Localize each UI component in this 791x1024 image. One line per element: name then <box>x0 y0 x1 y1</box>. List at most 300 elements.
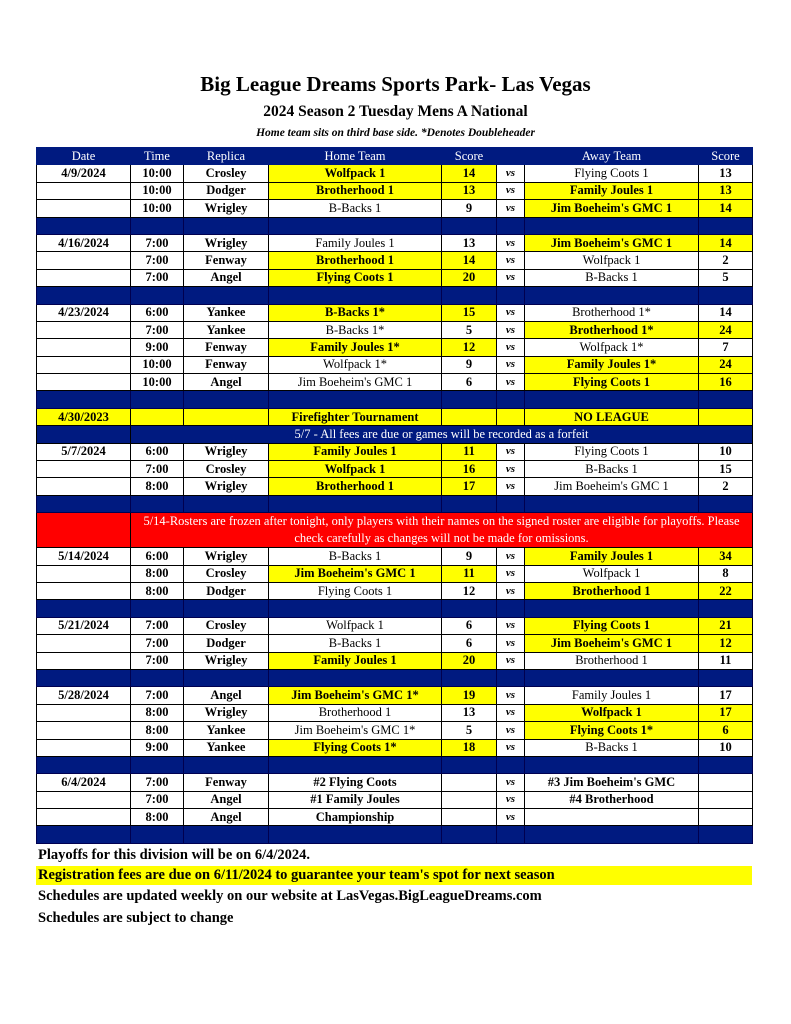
date-cell <box>37 461 131 478</box>
vs-cell: vs <box>497 617 525 634</box>
game-row <box>37 687 753 704</box>
away-score-cell: 7 <box>699 339 753 356</box>
vs-cell: vs <box>497 722 525 739</box>
game-row <box>37 652 753 669</box>
away-team-cell: Jim Boeheim's GMC 1 <box>525 200 699 217</box>
website-note: Schedules are updated weekly on our website at LasVegas.BigLeagueDreams.com <box>38 888 542 904</box>
home-team-cell: B-Backs 1 <box>269 635 442 652</box>
field-cell: Yankee <box>184 722 269 739</box>
time-cell: 7:00 <box>131 617 184 634</box>
date-cell <box>37 652 131 669</box>
away-team-cell: Flying Coots 1 <box>525 443 699 460</box>
away-team-cell: Wolfpack 1 <box>525 252 699 269</box>
separator-cell <box>269 669 442 686</box>
home-score-cell: 13 <box>442 704 497 721</box>
separator-cell <box>184 495 269 512</box>
date-cell <box>37 269 131 286</box>
home-score-cell <box>442 774 497 791</box>
away-team-cell: Family Joules 1 <box>525 182 699 199</box>
home-team-cell: B-Backs 1* <box>269 304 442 321</box>
separator-cell <box>442 826 497 843</box>
away-team-cell: Family Joules 1 <box>525 687 699 704</box>
vs-cell: vs <box>497 182 525 199</box>
vs-cell: vs <box>497 739 525 756</box>
home-score-cell <box>442 809 497 826</box>
separator-cell <box>497 287 525 304</box>
separator-cell <box>525 495 699 512</box>
separator-cell <box>699 287 753 304</box>
change-note: Schedules are subject to change <box>38 910 234 926</box>
separator-cell <box>269 826 442 843</box>
home-score-cell: 13 <box>442 234 497 251</box>
home-team-cell: Jim Boeheim's GMC 1* <box>269 687 442 704</box>
separator-row <box>37 391 753 408</box>
time-cell: 7:00 <box>131 234 184 251</box>
away-score-cell: 10 <box>699 443 753 460</box>
field-cell: Wrigley <box>184 704 269 721</box>
field-cell: Crosley <box>184 565 269 582</box>
separator-row <box>37 495 753 512</box>
playoffs-note: Playoffs for this division will be on 6/4/2024. <box>38 847 311 863</box>
vs-cell: vs <box>497 200 525 217</box>
separator-cell <box>184 287 269 304</box>
date-cell <box>37 182 131 199</box>
separator-cell <box>525 600 699 617</box>
separator-cell <box>699 217 753 234</box>
separator-cell <box>131 391 184 408</box>
game-row <box>37 565 753 582</box>
home-team-cell: Flying Coots 1* <box>269 739 442 756</box>
away-score-cell: 13 <box>699 182 753 199</box>
home-team-cell: Family Joules 1* <box>269 339 442 356</box>
away-team-cell: Jim Boeheim's GMC 1 <box>525 234 699 251</box>
game-row <box>37 304 753 321</box>
game-row <box>37 374 753 391</box>
registration-note: Registration fees are due on 6/11/2024 to guarantee your team's spot for next season <box>38 867 555 883</box>
home-score-cell: 6 <box>442 374 497 391</box>
home-team-cell: Championship <box>269 809 442 826</box>
away-score-cell <box>699 791 753 808</box>
time-cell: 10:00 <box>131 374 184 391</box>
date-cell <box>37 200 131 217</box>
home-score-cell: 11 <box>442 565 497 582</box>
field-cell: Angel <box>184 374 269 391</box>
home-team-cell: Brotherhood 1 <box>269 252 442 269</box>
separator-cell <box>131 756 184 773</box>
home-score-cell: 20 <box>442 269 497 286</box>
separator-cell <box>37 756 131 773</box>
separator-cell <box>699 756 753 773</box>
away-score-cell: 22 <box>699 582 753 599</box>
vs-cell: vs <box>497 374 525 391</box>
separator-row <box>37 600 753 617</box>
separator-cell <box>442 391 497 408</box>
vs-cell: vs <box>497 304 525 321</box>
home-team-cell: Wolfpack 1 <box>269 461 442 478</box>
game-row <box>37 809 753 826</box>
date-cell <box>37 791 131 808</box>
separator-cell <box>497 600 525 617</box>
separator-row <box>37 287 753 304</box>
away-team-cell: Jim Boeheim's GMC 1 <box>525 635 699 652</box>
away-team-cell: #3 Jim Boeheim's GMC <box>525 774 699 791</box>
time-cell: 8:00 <box>131 582 184 599</box>
game-row <box>37 739 753 756</box>
away-score-cell: 21 <box>699 617 753 634</box>
home-team-cell: Flying Coots 1 <box>269 269 442 286</box>
separator-cell <box>131 217 184 234</box>
separator-cell <box>37 826 131 843</box>
separator-cell <box>37 600 131 617</box>
separator-cell <box>525 669 699 686</box>
home-score-cell: 16 <box>442 461 497 478</box>
separator-cell <box>442 495 497 512</box>
date-cell <box>37 374 131 391</box>
separator-cell <box>269 391 442 408</box>
date-cell: 4/9/2024 <box>37 165 131 182</box>
away-score-cell: 10 <box>699 739 753 756</box>
game-row <box>37 478 753 495</box>
separator-cell <box>442 600 497 617</box>
away-score-cell <box>699 408 753 425</box>
field-cell: Crosley <box>184 617 269 634</box>
separator-cell <box>269 756 442 773</box>
game-row <box>37 339 753 356</box>
separator-cell <box>131 495 184 512</box>
time-cell: 7:00 <box>131 252 184 269</box>
game-row <box>37 252 753 269</box>
separator-cell <box>497 826 525 843</box>
time-cell: 10:00 <box>131 165 184 182</box>
roster-alert-row <box>37 513 753 548</box>
time-cell: 9:00 <box>131 339 184 356</box>
away-score-cell: 13 <box>699 165 753 182</box>
field-cell: Angel <box>184 687 269 704</box>
separator-cell <box>37 669 131 686</box>
separator-cell <box>442 287 497 304</box>
home-team-cell: #1 Family Joules <box>269 791 442 808</box>
vs-cell: vs <box>497 443 525 460</box>
field-cell: Fenway <box>184 252 269 269</box>
home-score-cell: 19 <box>442 687 497 704</box>
field-cell: Yankee <box>184 739 269 756</box>
separator-cell <box>442 217 497 234</box>
vs-cell: vs <box>497 548 525 565</box>
separator-cell <box>497 756 525 773</box>
header-home-team: Home Team <box>269 148 442 165</box>
notice-text: 5/14-Rosters are frozen after tonight, only players with their names on the signed roster are eligible for playoffs. Please check carefully as changes will not be made for omissions. <box>131 513 753 548</box>
field-cell: Angel <box>184 269 269 286</box>
schedule-table <box>36 147 753 844</box>
away-team-cell: Flying Coots 1 <box>525 165 699 182</box>
home-team-cell: Wolfpack 1* <box>269 356 442 373</box>
separator-cell <box>525 826 699 843</box>
game-row <box>37 582 753 599</box>
away-team-cell: Jim Boeheim's GMC 1 <box>525 478 699 495</box>
time-cell: 10:00 <box>131 356 184 373</box>
separator-cell <box>699 391 753 408</box>
away-score-cell: 17 <box>699 704 753 721</box>
away-score-cell: 15 <box>699 461 753 478</box>
time-cell <box>131 408 184 425</box>
separator-cell <box>699 600 753 617</box>
away-team-cell: B-Backs 1 <box>525 269 699 286</box>
away-score-cell: 24 <box>699 321 753 338</box>
date-cell: 6/4/2024 <box>37 774 131 791</box>
separator-cell <box>131 669 184 686</box>
time-cell: 8:00 <box>131 478 184 495</box>
date-cell <box>37 722 131 739</box>
game-row <box>37 269 753 286</box>
vs-cell: vs <box>497 809 525 826</box>
separator-cell <box>131 826 184 843</box>
fees-notice-row <box>37 426 753 443</box>
separator-cell <box>442 756 497 773</box>
game-row <box>37 461 753 478</box>
separator-cell <box>497 217 525 234</box>
home-score-cell: 6 <box>442 635 497 652</box>
notice-spacer <box>37 426 131 443</box>
separator-row <box>37 217 753 234</box>
separator-cell <box>497 391 525 408</box>
time-cell: 8:00 <box>131 565 184 582</box>
home-score-cell: 12 <box>442 339 497 356</box>
field-cell: Angel <box>184 809 269 826</box>
away-score-cell: 24 <box>699 356 753 373</box>
home-score-cell: 6 <box>442 617 497 634</box>
time-cell: 7:00 <box>131 774 184 791</box>
header-vs <box>497 148 525 165</box>
separator-cell <box>37 391 131 408</box>
date-cell <box>37 809 131 826</box>
header-row <box>37 148 753 165</box>
separator-cell <box>442 669 497 686</box>
time-cell: 7:00 <box>131 687 184 704</box>
field-cell: Wrigley <box>184 234 269 251</box>
vs-cell: vs <box>497 252 525 269</box>
vs-cell: vs <box>497 582 525 599</box>
vs-cell: vs <box>497 791 525 808</box>
time-cell: 7:00 <box>131 635 184 652</box>
date-cell <box>37 478 131 495</box>
away-team-cell: Brotherhood 1 <box>525 652 699 669</box>
away-team-cell: B-Backs 1 <box>525 461 699 478</box>
away-team-cell: Brotherhood 1* <box>525 321 699 338</box>
away-score-cell: 17 <box>699 687 753 704</box>
time-cell: 7:00 <box>131 321 184 338</box>
separator-cell <box>184 826 269 843</box>
home-score-cell: 15 <box>442 304 497 321</box>
notice-text: 5/7 - All fees are due or games will be recorded as a forfeit <box>131 426 753 443</box>
home-team-cell: Flying Coots 1 <box>269 582 442 599</box>
away-score-cell: 34 <box>699 548 753 565</box>
separator-cell <box>525 756 699 773</box>
date-cell <box>37 321 131 338</box>
time-cell: 10:00 <box>131 200 184 217</box>
separator-cell <box>699 495 753 512</box>
home-team-cell: Jim Boeheim's GMC 1* <box>269 722 442 739</box>
vs-cell: vs <box>497 635 525 652</box>
away-score-cell <box>699 774 753 791</box>
away-score-cell: 6 <box>699 722 753 739</box>
date-cell: 4/30/2023 <box>37 408 131 425</box>
home-team-cell: Family Joules 1 <box>269 652 442 669</box>
separator-cell <box>699 826 753 843</box>
separator-cell <box>699 669 753 686</box>
field-cell: Angel <box>184 791 269 808</box>
game-row <box>37 791 753 808</box>
home-score-cell: 14 <box>442 165 497 182</box>
home-score-cell: 9 <box>442 356 497 373</box>
away-team-cell: B-Backs 1 <box>525 739 699 756</box>
field-cell: Dodger <box>184 582 269 599</box>
game-row <box>37 321 753 338</box>
away-team-cell: Flying Coots 1 <box>525 617 699 634</box>
away-team-cell <box>525 809 699 826</box>
away-score-cell: 2 <box>699 252 753 269</box>
game-row <box>37 635 753 652</box>
home-score-cell: 18 <box>442 739 497 756</box>
date-cell <box>37 565 131 582</box>
home-score-cell: 12 <box>442 582 497 599</box>
header-away-score: Score <box>699 148 753 165</box>
game-row <box>37 200 753 217</box>
home-score-cell <box>442 408 497 425</box>
vs-cell: vs <box>497 652 525 669</box>
home-team-cell: B-Backs 1 <box>269 200 442 217</box>
away-team-cell: NO LEAGUE <box>525 408 699 425</box>
time-cell: 8:00 <box>131 809 184 826</box>
date-cell <box>37 339 131 356</box>
home-team-cell: Family Joules 1 <box>269 443 442 460</box>
away-team-cell: #4 Brotherhood <box>525 791 699 808</box>
time-cell: 7:00 <box>131 791 184 808</box>
away-score-cell: 14 <box>699 234 753 251</box>
date-cell: 5/7/2024 <box>37 443 131 460</box>
separator-cell <box>184 391 269 408</box>
separator-cell <box>269 217 442 234</box>
home-team-cell: Jim Boeheim's GMC 1 <box>269 374 442 391</box>
home-team-cell: Family Joules 1 <box>269 234 442 251</box>
date-cell <box>37 356 131 373</box>
away-team-cell: Brotherhood 1 <box>525 582 699 599</box>
game-row <box>37 234 753 251</box>
field-cell: Fenway <box>184 339 269 356</box>
header-time: Time <box>131 148 184 165</box>
home-score-cell: 9 <box>442 548 497 565</box>
field-cell: Dodger <box>184 182 269 199</box>
away-team-cell: Flying Coots 1 <box>525 374 699 391</box>
home-team-cell: Firefighter Tournament <box>269 408 442 425</box>
date-cell: 4/16/2024 <box>37 234 131 251</box>
separator-cell <box>37 217 131 234</box>
game-row <box>37 704 753 721</box>
separator-cell <box>525 287 699 304</box>
game-row <box>37 548 753 565</box>
away-team-cell: Wolfpack 1* <box>525 339 699 356</box>
time-cell: 6:00 <box>131 548 184 565</box>
home-score-cell: 11 <box>442 443 497 460</box>
home-score-cell: 17 <box>442 478 497 495</box>
game-row <box>37 617 753 634</box>
field-cell: Yankee <box>184 321 269 338</box>
vs-cell: vs <box>497 461 525 478</box>
time-cell: 7:00 <box>131 652 184 669</box>
page-title: Big League Dreams Sports Park- Las Vegas <box>200 72 591 96</box>
game-row <box>37 774 753 791</box>
home-score-cell: 5 <box>442 722 497 739</box>
header-away-team: Away Team <box>525 148 699 165</box>
home-team-cell: Brotherhood 1 <box>269 704 442 721</box>
away-score-cell: 14 <box>699 304 753 321</box>
field-cell: Wrigley <box>184 478 269 495</box>
home-score-cell: 13 <box>442 182 497 199</box>
date-cell <box>37 582 131 599</box>
home-team-cell: Brotherhood 1 <box>269 478 442 495</box>
date-cell: 5/21/2024 <box>37 617 131 634</box>
time-cell: 7:00 <box>131 269 184 286</box>
separator-cell <box>497 669 525 686</box>
away-team-cell: Family Joules 1* <box>525 356 699 373</box>
header-home-score: Score <box>442 148 497 165</box>
field-cell: Wrigley <box>184 443 269 460</box>
field-cell: Dodger <box>184 635 269 652</box>
field-cell: Yankee <box>184 304 269 321</box>
field-cell: Wrigley <box>184 652 269 669</box>
field-cell: Fenway <box>184 356 269 373</box>
separator-row <box>37 669 753 686</box>
page-subtitle: 2024 Season 2 Tuesday Mens A National <box>263 103 528 120</box>
home-team-cell: Brotherhood 1 <box>269 182 442 199</box>
away-score-cell: 14 <box>699 200 753 217</box>
home-score-cell <box>442 791 497 808</box>
home-team-cell: B-Backs 1* <box>269 321 442 338</box>
time-cell: 10:00 <box>131 182 184 199</box>
vs-cell: vs <box>497 704 525 721</box>
vs-cell: vs <box>497 478 525 495</box>
home-score-cell: 20 <box>442 652 497 669</box>
notice-spacer <box>37 513 131 548</box>
game-row <box>37 722 753 739</box>
home-score-cell: 5 <box>442 321 497 338</box>
field-cell: Wrigley <box>184 548 269 565</box>
separator-row <box>37 826 753 843</box>
home-team-cell: B-Backs 1 <box>269 548 442 565</box>
away-team-cell: Family Joules 1 <box>525 548 699 565</box>
time-cell: 6:00 <box>131 304 184 321</box>
vs-cell: vs <box>497 687 525 704</box>
away-score-cell: 16 <box>699 374 753 391</box>
time-cell: 9:00 <box>131 739 184 756</box>
separator-row <box>37 756 753 773</box>
vs-cell: vs <box>497 269 525 286</box>
field-cell: Fenway <box>184 774 269 791</box>
game-row <box>37 182 753 199</box>
separator-cell <box>184 600 269 617</box>
separator-cell <box>37 287 131 304</box>
home-score-cell: 14 <box>442 252 497 269</box>
date-cell <box>37 252 131 269</box>
away-score-cell: 8 <box>699 565 753 582</box>
date-cell <box>37 704 131 721</box>
separator-cell <box>497 495 525 512</box>
away-score-cell: 5 <box>699 269 753 286</box>
time-cell: 8:00 <box>131 722 184 739</box>
field-cell: Crosley <box>184 461 269 478</box>
vs-cell: vs <box>497 565 525 582</box>
vs-cell: vs <box>497 165 525 182</box>
vs-cell: vs <box>497 321 525 338</box>
